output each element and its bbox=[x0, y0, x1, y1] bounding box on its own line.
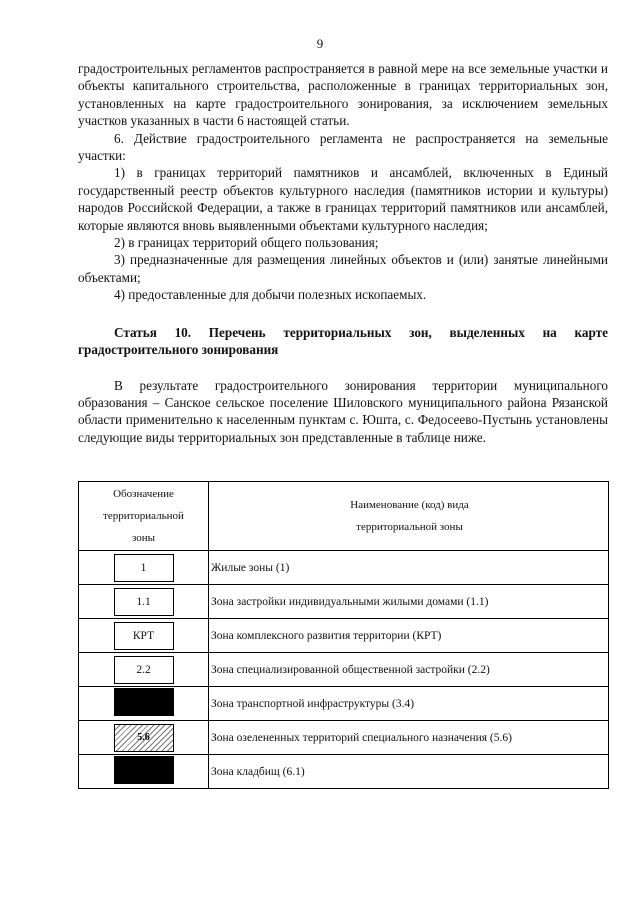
header-symbol-cell bbox=[79, 482, 209, 551]
zone-name: Зона кладбищ (6.1) bbox=[209, 755, 609, 789]
zone-symbol-black bbox=[114, 756, 174, 784]
list-item: 1) в границах территорий памятников и ансамблей, включенных в Единый государственный реестр объектов культурного наследия (памятников истории и культуры) народов Российской Федерации, а также в границах территорий памятников или ансамблей, которые являются вновь выявленными объектами культурного наследия; bbox=[78, 165, 608, 233]
symbol-cell bbox=[79, 653, 209, 687]
intro-paragraph: В результате градостроительного зонирования территории муниципального образования – Санское сельское поселение Шиловского муниципального района Рязанской области применительно к населенным пунктам с. Юшта, с. Федосеево-Пустынь установлены следующие виды территориальных зон представленные в таблице ниже. bbox=[78, 377, 608, 445]
table-row bbox=[79, 687, 609, 721]
list-item: 3) предназначенные для размещения линейных объектов и (или) занятые линейными объектами; bbox=[78, 252, 608, 285]
table-row bbox=[79, 721, 609, 755]
zone-name: Зона специализированной общественной застройки (2.2) bbox=[209, 653, 609, 687]
zone-name: Зона озелененных территорий специального назначения (5.6) bbox=[209, 721, 609, 755]
paragraph: 6. Действие градостроительного регламента не распространяется на земельные участки: bbox=[78, 130, 608, 164]
article-heading: Статья 10. Перечень территориальных зон, выделенных на карте градостроительного зонирования bbox=[78, 324, 608, 358]
zone-symbol: 1.1 bbox=[114, 588, 174, 616]
zone-name: Зона застройки индивидуальными жилыми домами (1.1) bbox=[209, 585, 609, 619]
list-item: 4) предоставленные для добычи полезных ископаемых. bbox=[114, 287, 427, 303]
zone-symbol: 2.2 bbox=[114, 656, 174, 684]
header-text: Наименование (код) вида bbox=[350, 499, 469, 511]
header-text: Обозначение bbox=[113, 488, 174, 500]
header-text: территориальной bbox=[103, 510, 184, 522]
zone-symbol: КРТ bbox=[114, 622, 174, 650]
zone-symbol-hatched: 5.6 bbox=[114, 724, 174, 752]
table-row bbox=[79, 551, 609, 585]
paragraph: градостроительных регламентов распространяется в равной мере на все земельные участки и объекты капитального строительства, расположенные в границах территориальных зон, установленных на карте градостроительного зонирования, за исключением земельных участков указанных в части 6 настоящей статьи. bbox=[78, 61, 608, 129]
symbol-cell bbox=[79, 755, 209, 789]
symbol-cell bbox=[79, 585, 209, 619]
document-body bbox=[78, 60, 608, 446]
symbol-cell bbox=[79, 551, 209, 585]
zone-name: Жилые зоны (1) bbox=[209, 551, 609, 585]
header-name-cell bbox=[209, 482, 609, 551]
header-text: зоны bbox=[131, 532, 156, 544]
table-row bbox=[79, 755, 609, 789]
header-text: территориальной зоны bbox=[356, 521, 463, 533]
zone-symbol: 1 bbox=[114, 554, 174, 582]
symbol-cell bbox=[79, 721, 209, 755]
table-row bbox=[79, 619, 609, 653]
zone-name: Зона комплексного развития территории (КРТ) bbox=[209, 619, 609, 653]
zone-symbol-black bbox=[114, 688, 174, 716]
symbol-cell bbox=[79, 619, 209, 653]
page-number: 9 bbox=[316, 36, 324, 51]
symbol-cell bbox=[79, 687, 209, 721]
zones-table bbox=[78, 481, 609, 789]
list-item: 2) в границах территорий общего пользования; bbox=[114, 235, 379, 251]
zone-name: Зона транспортной инфраструктуры (3.4) bbox=[209, 687, 609, 721]
table-header-row bbox=[79, 482, 609, 551]
table-row bbox=[79, 585, 609, 619]
table-row bbox=[79, 653, 609, 687]
